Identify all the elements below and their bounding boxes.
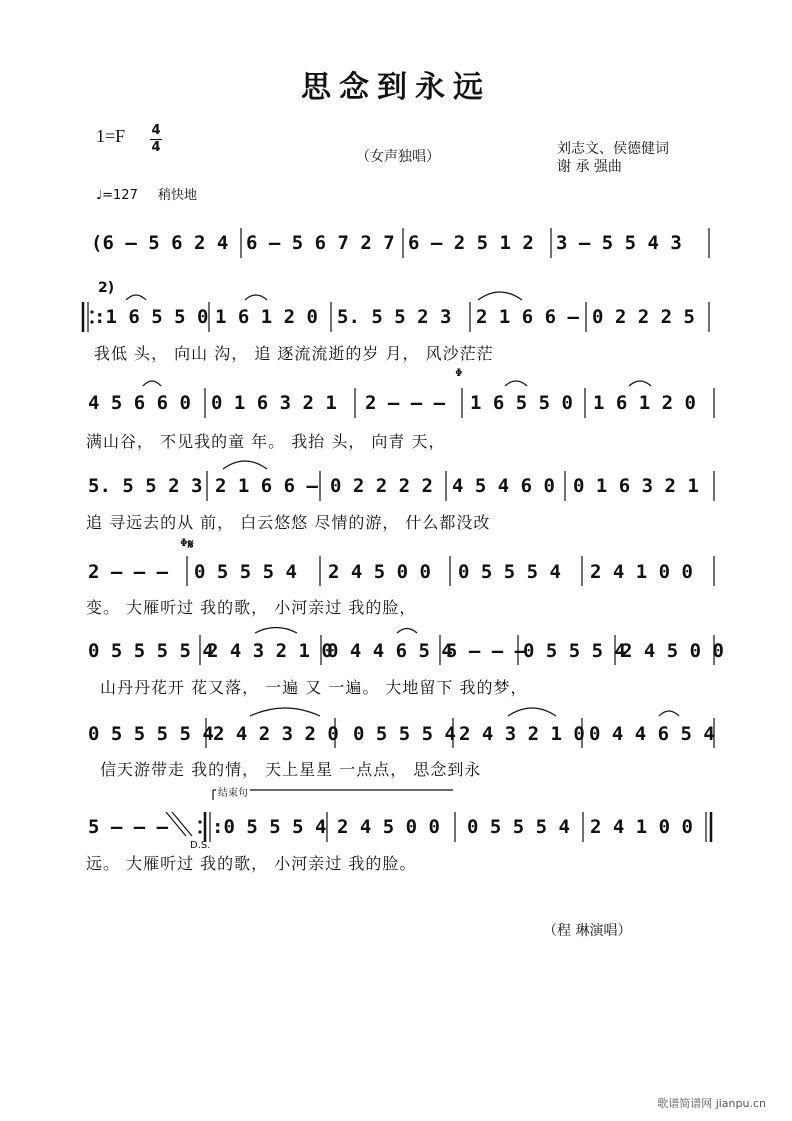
measure-note-group: 3 – 5 5 4 3 [556,232,682,254]
measure-note-group: 5 – – – [88,816,169,838]
measure-note-group: 2 4 1 0 0 [590,816,693,838]
volta-bracket: 2) [98,280,115,296]
measure-note-group: 0 5 5 5 5 4 [88,723,214,745]
lyric-line: 远。 大雁听过 我的歌， 小河亲过 我的脸。 [86,854,417,873]
tempo-value: ♩=127 [96,188,138,203]
measure-note-group: 2 – – – [88,561,169,583]
measure-note-group: 0 2 2 2 2 [330,475,433,497]
coda-sign: ᶲ [455,367,463,383]
measure-note-group: 2 1 6 6 – [476,306,579,328]
lyric-line: 变。 大雁听过 我的歌， 小河亲过 我的脸， [86,598,417,617]
measure-note-group: 1 6 1 2 0 [215,306,318,328]
measure-note-group: 0 5 5 5 4 [353,723,456,745]
vocal-type: （女声独唱） [356,149,440,165]
measure-note-group: 2 4 5 0 0 [337,816,440,838]
measure-note-group: :1 6 5 5 0 [94,306,209,328]
dal-segno-mark: D.S. [190,840,211,851]
measure-note-group: 0 5 5 5 5 4 [88,640,214,662]
measure-note-group: 1 6 1 2 0 [593,392,696,414]
measure-note-group: 5. 5 5 2 3 [337,306,452,328]
measure-note-group: 6 – 2 5 1 2 [408,232,534,254]
lyric-line: 我低 头， 向山 沟， 追 逐流流逝的岁 月， 风沙茫茫 [94,344,494,363]
lyric-line: 满山谷， 不见我的童 年。 我抬 头， 向青 天， [86,432,446,451]
measure-note-group: 2 – – – [365,392,446,414]
measure-note-group: 0 2 2 2 5 [592,306,695,328]
lyricist-credit: 刘志文、侯德健词 [557,141,669,157]
measure-note-group: 2 4 5 0 0 [328,561,431,583]
measure-note-group: 2 4 1 0 0 [590,561,693,583]
measure-note-group: 0 5 5 5 4 [523,640,626,662]
measure-note-group: 4 5 6 6 0 [88,392,191,414]
measure-note-group: 6 – 5 6 7 2 7 [246,232,395,254]
measure-note-group: (6 – 5 6 2 4 [91,232,229,254]
measure-note-group: 2 4 3 2 1 0 [459,723,585,745]
ending-label: 结束句 [216,784,250,799]
measure-note-group: 0 5 5 5 4 [458,561,561,583]
measure-note-group: 0 5 5 5 4 [467,816,570,838]
measure-note-group: 0 1 6 3 2 1 [211,392,337,414]
song-title: 思念到永远 [301,70,491,105]
measure-note-group: 0 4 4 6 5 4 [589,723,715,745]
site-watermark: 歌谱简谱网 jianpu.cn [657,1097,766,1110]
lyric-line: 信天游带走 我的情， 天上星星 一点点， 思念到永 [100,760,482,779]
measure-note-group: 5 – – – [446,640,527,662]
lyric-line: 山丹丹花开 花又落， 一遍 又 一遍。 大地留下 我的梦， [100,678,528,697]
measure-note-group: 2 1 6 6 – [215,475,318,497]
tempo-expression: 稍快地 [157,188,197,203]
measure-note-group: 2 4 2 3 2 0 [213,723,339,745]
measure-note-group: 1 6 5 5 0 [470,392,573,414]
singer-credit: （程 琳演唱） [543,923,632,939]
measure-note-group: 2 4 5 0 0 [621,640,724,662]
meter-top: 4 [151,123,161,138]
measure-note-group: 5. 5 5 2 3 [88,475,203,497]
measure-note-group: 2 4 3 2 1 0 [207,640,333,662]
measure-note-group: :0 5 5 5 4 [212,816,327,838]
segno-coda-sign: ᶲ𝄋 [180,537,194,553]
measure-note-group: 0 5 5 5 4 [194,561,297,583]
composer-credit: 谢 承 强曲 [557,159,622,175]
key-signature: 1=F [96,126,126,146]
measure-note-group: 4 5 4 6 0 [452,475,555,497]
lyric-line: 追 寻远去的从 前， 白云悠悠 尽情的游， 什么都没改 [86,513,491,532]
measure-note-group: 0 1 6 3 2 1 [573,475,699,497]
measure-note-group: 0 4 4 6 5 4 [327,640,453,662]
meter-bottom: 4 [151,140,161,155]
